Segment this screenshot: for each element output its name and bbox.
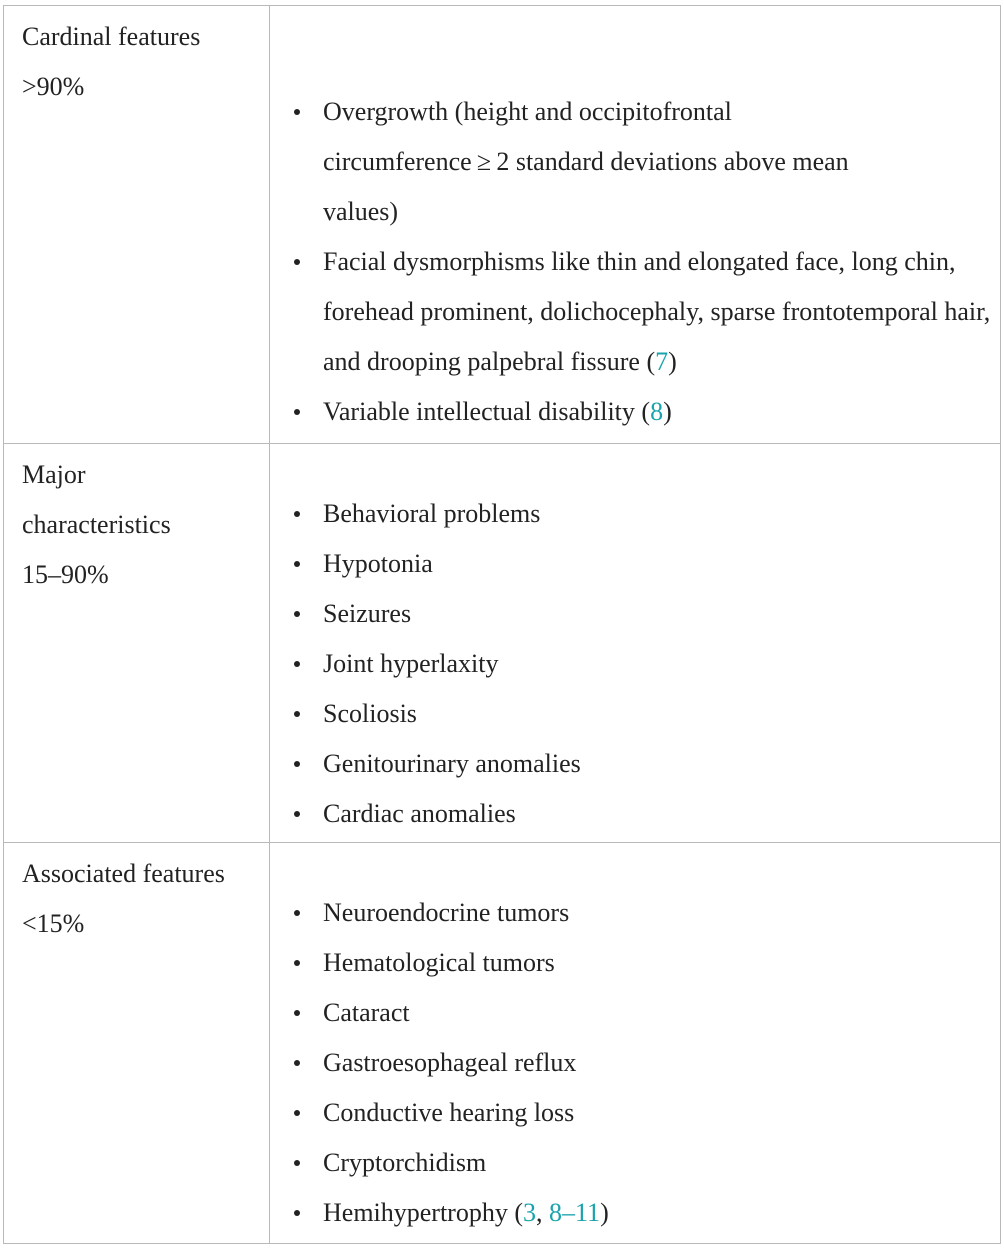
list-item	[270, 87, 1000, 237]
item-text: Conductive hearing loss	[323, 1098, 575, 1127]
item-text: Behavioral problems	[323, 499, 541, 528]
item-text: Hematological tumors	[323, 948, 555, 977]
item-text: Overgrowth (height and occipitofrontal circumference ≥ 2 standard deviations above mean values)	[323, 97, 849, 226]
category-cell	[4, 444, 270, 843]
list-item	[270, 539, 1000, 589]
items-cell	[270, 843, 1001, 1244]
feature-list	[270, 6, 1000, 443]
items-cell	[270, 444, 1001, 843]
category-name: Associated features	[22, 859, 225, 888]
item-text: Facial dysmorphisms like thin and elongated face, long chin, forehead prominent, dolichocephaly, sparse frontotemporal hair, and drooping palpebral fissure (	[323, 247, 991, 376]
list-item	[270, 639, 1000, 689]
item-text: Neuroendocrine tumors	[323, 898, 570, 927]
feature-list	[270, 843, 1000, 1238]
reference-link[interactable]: 3	[523, 1198, 537, 1227]
reference-link[interactable]: 8	[650, 397, 664, 426]
item-text: Variable intellectual disability (	[323, 397, 651, 426]
list-item	[270, 1138, 1000, 1188]
table-row	[4, 444, 1001, 843]
list-item	[270, 589, 1000, 639]
table-row	[4, 843, 1001, 1244]
item-suffix: )	[663, 397, 672, 426]
reference-link[interactable]: 7	[655, 347, 669, 376]
item-suffix: )	[600, 1198, 609, 1227]
list-item	[270, 387, 1000, 437]
list-item	[270, 739, 1000, 789]
item-text: Gastroesophageal reflux	[323, 1048, 577, 1077]
list-item	[270, 489, 1000, 539]
item-text: Cryptorchidism	[323, 1148, 487, 1177]
category-name-continued: characteristics	[22, 510, 171, 539]
list-item	[270, 689, 1000, 739]
item-suffix: )	[668, 347, 677, 376]
category-cell	[4, 843, 270, 1244]
item-text: Hemihypertrophy (	[323, 1198, 524, 1227]
feature-list	[270, 444, 1000, 839]
category-name: Major	[22, 460, 86, 489]
list-item	[270, 988, 1000, 1038]
list-item	[270, 938, 1000, 988]
list-item	[270, 237, 1000, 387]
list-item	[270, 789, 1000, 839]
category-frequency: <15%	[22, 909, 85, 938]
category-cell	[4, 6, 270, 444]
item-text: Scoliosis	[323, 699, 417, 728]
item-text: Cataract	[323, 998, 410, 1027]
category-frequency: >90%	[22, 72, 85, 101]
list-item	[270, 1038, 1000, 1088]
item-text: Joint hyperlaxity	[323, 649, 499, 678]
features-table	[3, 5, 1001, 1244]
reference-link[interactable]: 8–11	[549, 1198, 601, 1227]
reference-separator: ,	[536, 1198, 550, 1227]
items-cell	[270, 6, 1001, 444]
category-name: Cardinal features	[22, 22, 201, 51]
list-item	[270, 888, 1000, 938]
table-row	[4, 6, 1001, 444]
list-item	[270, 1088, 1000, 1138]
item-text: Hypotonia	[323, 549, 433, 578]
item-text: Genitourinary anomalies	[323, 749, 581, 778]
item-text: Seizures	[323, 599, 412, 628]
item-text: Cardiac anomalies	[323, 799, 516, 828]
list-item	[270, 1188, 1000, 1238]
category-frequency: 15–90%	[22, 560, 109, 589]
